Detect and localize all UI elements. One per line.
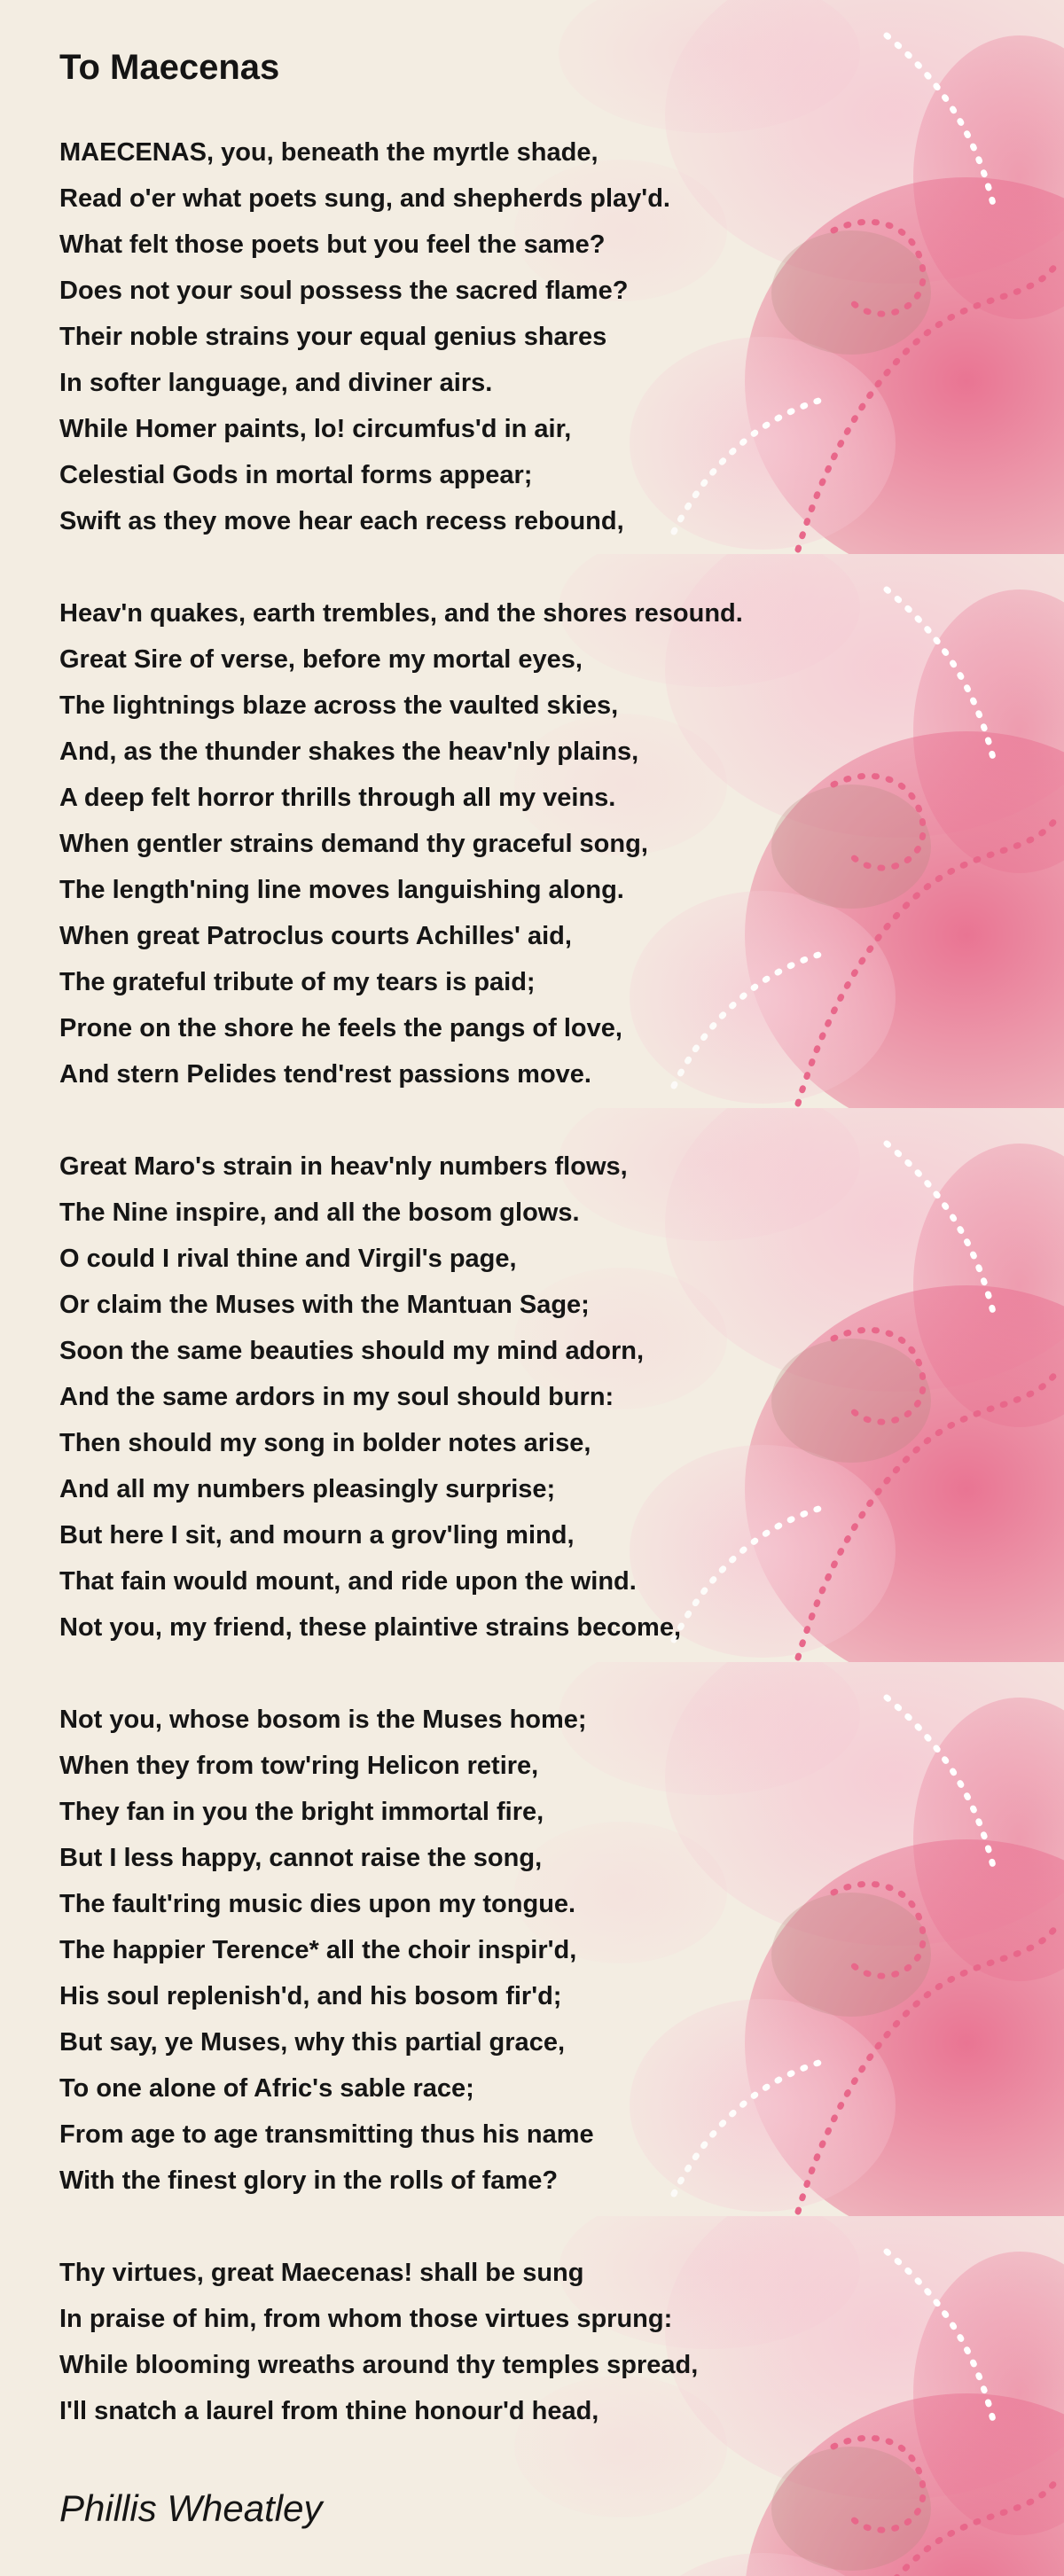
poem-line: When they from tow'ring Helicon retire, <box>59 1752 539 1780</box>
poem-line: From age to age transmitting thus his name <box>59 2120 594 2149</box>
poem-line: And, as the thunder shakes the heav'nly plains, <box>59 738 639 766</box>
poem-line: Prone on the shore he feels the pangs of love, <box>59 1014 622 1042</box>
poem-line: But I less happy, cannot raise the song, <box>59 1844 543 1872</box>
poem-line: Soon the same beauties should my mind adorn, <box>59 1337 645 1365</box>
poem-line: Not you, my friend, these plaintive strains become, <box>59 1613 682 1642</box>
stanza-gap <box>59 1651 999 1697</box>
poem-line: They fan in you the bright immortal fire, <box>59 1798 544 1826</box>
stanza-gap <box>59 1097 999 1144</box>
poem-line: Heav'n quakes, earth trembles, and the shores resound. <box>59 599 743 628</box>
stanza-gap <box>59 544 999 590</box>
poem-line: O could I rival thine and Virgil's page, <box>59 1245 517 1273</box>
stanza-3 <box>59 1144 999 1651</box>
poem-line: That fain would mount, and ride upon the wind. <box>59 1567 637 1596</box>
poem-line: Great Sire of verse, before my mortal eyes, <box>59 645 583 674</box>
poem-line: Read o'er what poets sung, and shepherds play'd. <box>59 184 670 213</box>
poem-line: MAECENAS, you, beneath the myrtle shade, <box>59 138 598 167</box>
poem-line: Not you, whose bosom is the Muses home; <box>59 1706 587 1734</box>
poem-line: When great Patroclus courts Achilles' aid, <box>59 922 572 950</box>
poem-line: Swift as they move hear each recess rebound, <box>59 507 624 535</box>
poem-line: While Homer paints, lo! circumfus'd in air, <box>59 415 572 443</box>
poem-line: Does not your soul possess the sacred flame? <box>59 277 629 305</box>
poem-author: Phillis Wheatley <box>59 2487 323 2529</box>
poem-line: In praise of him, from whom those virtues sprung: <box>59 2305 673 2333</box>
poem-line: While blooming wreaths around thy temples spread, <box>59 2351 699 2379</box>
poem-title: To Maecenas <box>59 48 280 87</box>
poem-line: Thy virtues, great Maecenas! shall be sung <box>59 2259 584 2287</box>
poem-line: What felt those poets but you feel the same? <box>59 230 606 259</box>
poem-line: Or claim the Muses with the Mantuan Sage; <box>59 1291 590 1319</box>
stanza-2 <box>59 590 999 1097</box>
poem-line: The happier Terence* all the choir inspir'd, <box>59 1936 577 1964</box>
poem-line: And stern Pelides tend'rest passions move. <box>59 1060 591 1089</box>
poem-line: With the finest glory in the rolls of fame? <box>59 2166 559 2195</box>
poem-line: And the same ardors in my soul should burn: <box>59 1383 614 1411</box>
poem-line: Their noble strains your equal genius shares <box>59 323 607 351</box>
poem-line: The grateful tribute of my tears is paid; <box>59 968 536 996</box>
poem-line: The length'ning line moves languishing along. <box>59 876 624 904</box>
poem-line: In softer language, and diviner airs. <box>59 369 493 397</box>
poem-line: And all my numbers pleasingly surprise; <box>59 1475 556 1503</box>
poem-line: Great Maro's strain in heav'nly numbers flows, <box>59 1152 628 1181</box>
poem-line: To one alone of Afric's sable race; <box>59 2074 474 2103</box>
stanza-4 <box>59 1697 999 2204</box>
poem-line: His soul replenish'd, and his bosom fir'd; <box>59 1982 562 2010</box>
poem-line: When gentler strains demand thy graceful song, <box>59 830 648 858</box>
poem-line: The fault'ring music dies upon my tongue. <box>59 1890 576 1918</box>
poem-line: The Nine inspire, and all the bosom glows. <box>59 1198 580 1227</box>
poem-line: I'll snatch a laurel from thine honour'd head, <box>59 2397 599 2425</box>
poem-line: But say, ye Muses, why this partial grace, <box>59 2028 566 2057</box>
poem-line: Celestial Gods in mortal forms appear; <box>59 461 533 489</box>
poem-line: Then should my song in bolder notes arise, <box>59 1429 591 1457</box>
stanza-gap <box>59 2204 999 2250</box>
poem-line: A deep felt horror thrills through all my veins. <box>59 784 616 812</box>
stanza-5 <box>59 2250 999 2434</box>
stanza-1 <box>59 129 999 544</box>
poem-content <box>59 43 999 2535</box>
poem-line: The lightnings blaze across the vaulted skies, <box>59 691 619 720</box>
poem-line: But here I sit, and mourn a grov'ling mind, <box>59 1521 575 1550</box>
